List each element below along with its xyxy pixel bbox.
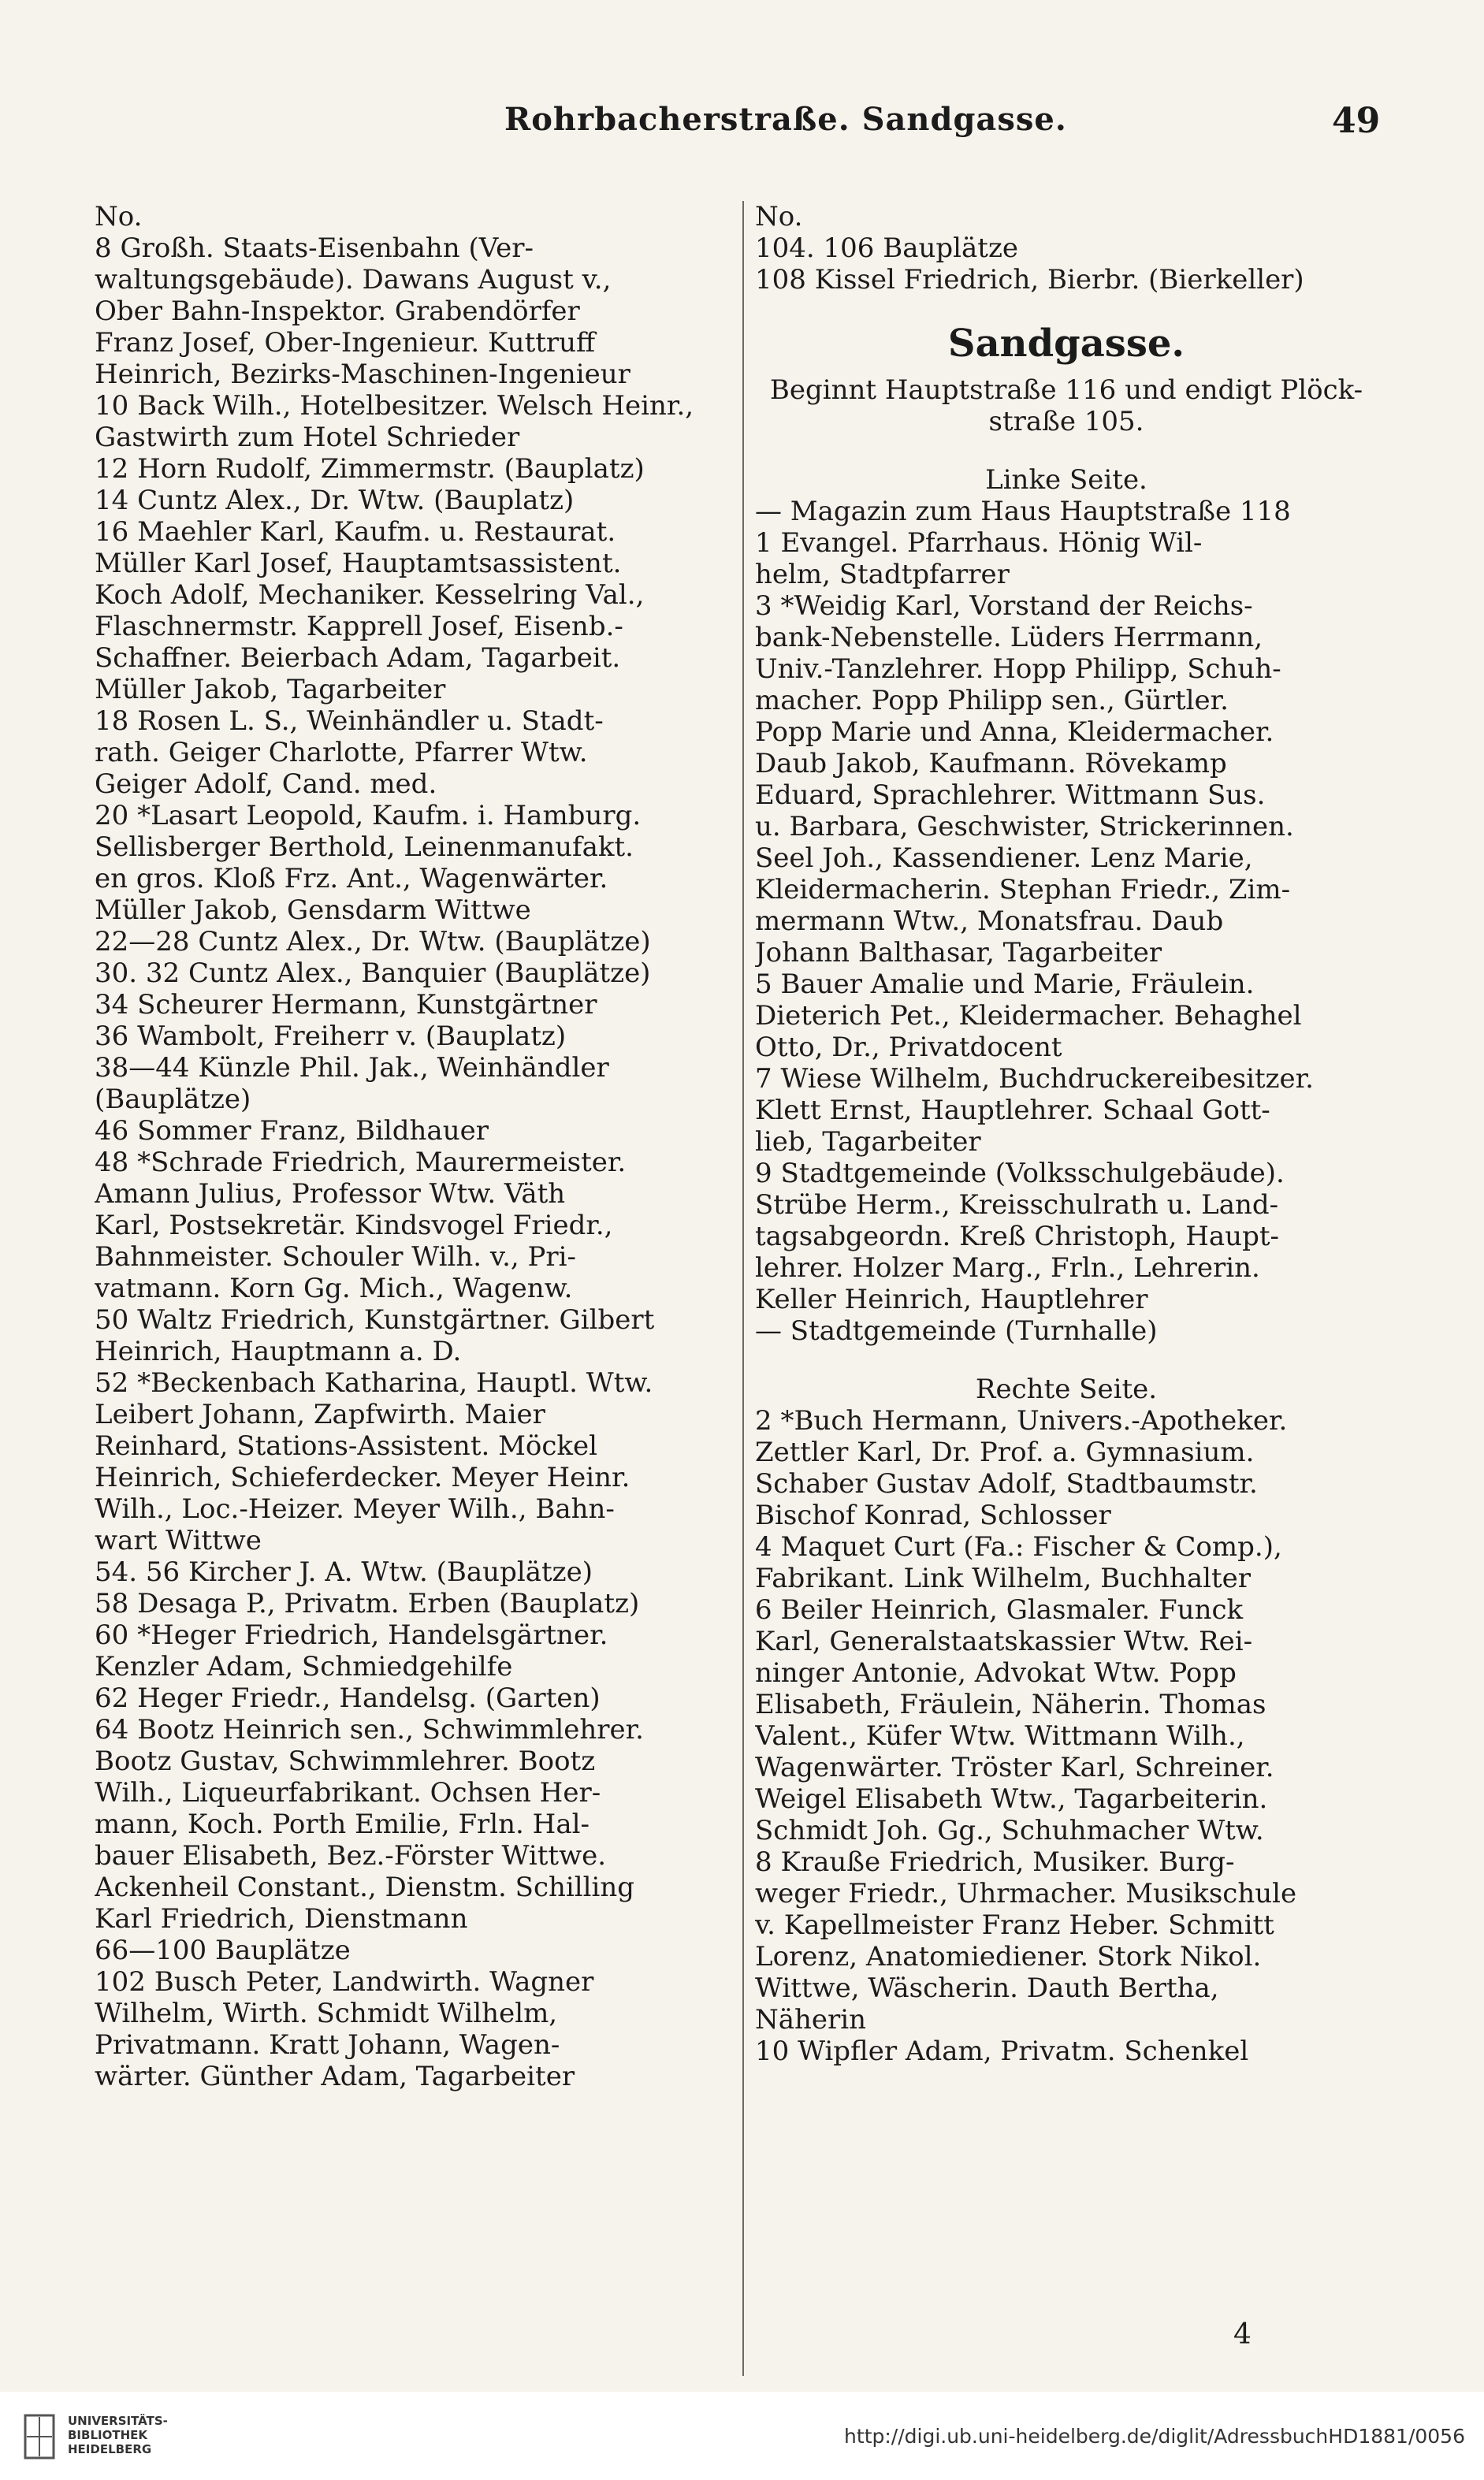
entry-line: Müller Jakob, Gensdarm Wittwe [95,894,531,926]
page-number: 49 [1332,101,1381,141]
entry-line: 7 Wiese Wilhelm, Buchdruckereibesitzer. [755,1063,1314,1095]
entry-line: straße 105. [988,406,1144,437]
entry-line: 30. 32 Cuntz Alex., Banquier (Bauplätze) [95,957,651,989]
entry-line: 16 Maehler Karl, Kaufm. u. Restaurat. [95,516,616,548]
page-header [0,101,1484,156]
entry-line: lieb, Tagarbeiter [755,1126,981,1158]
entry-line: — Magazin zum Haus Hauptstraße 118 [755,496,1291,527]
entry-line: Leibert Johann, Zapfwirth. Maier [95,1399,545,1430]
entry-line: Weigel Elisabeth Wtw., Tagarbeiterin. [755,1783,1268,1815]
entry-line: Fabrikant. Link Wilhelm, Buchhalter [755,1563,1251,1594]
right-column [755,201,1378,2067]
entry-line: helm, Stadtpfarrer [755,559,1010,590]
entry-line: — Stadtgemeinde (Turnhalle) [755,1315,1158,1347]
entry-line: Kleidermacherin. Stephan Friedr., Zim- [755,874,1291,905]
entry-line: Keller Heinrich, Hauptlehrer [755,1284,1148,1315]
entry-line: Geiger Adolf, Cand. med. [95,768,437,800]
section-intro [755,374,1378,437]
left-side-entries [755,496,1378,1347]
entry-line: Wilh., Loc.-Heizer. Meyer Wilh., Bahn- [95,1493,615,1525]
entry-line: Sellisberger Berthold, Leinenmanufakt. [95,831,634,863]
entry-line: Bootz Gustav, Schwimmlehrer. Bootz [95,1746,596,1777]
entry-line: 104. 106 Bauplätze [755,232,1018,264]
entry-line: Seel Joh., Kassendiener. Lenz Marie, [755,842,1253,874]
entry-line: 6 Beiler Heinrich, Glasmaler. Funck [755,1594,1244,1626]
right-side-entries [755,1405,1378,2067]
entry-line: Wilhelm, Wirth. Schmidt Wilhelm, [95,1998,558,2029]
entry-line: rath. Geiger Charlotte, Pfarrer Wtw. [95,737,588,768]
entry-line: Müller Karl Josef, Hauptamtsassistent. [95,548,622,579]
entry-line: Karl, Postsekretär. Kindsvogel Friedr., [95,1210,613,1241]
entry-line: 58 Desaga P., Privatm. Erben (Bauplatz) [95,1588,640,1619]
entry-line: 66—100 Bauplätze [95,1935,351,1966]
entry-line: 8 Krauße Friedrich, Musiker. Burg- [755,1846,1235,1878]
entry-line: Ober Bahn-Inspektor. Grabendörfer [95,296,580,327]
entry-line: waltungsgebäude). Dawans August v., [95,264,612,296]
entry-line: Heinrich, Schieferdecker. Meyer Heinr. [95,1462,630,1493]
entry-line: 2 *Buch Hermann, Univers.-Apotheker. [755,1405,1288,1437]
footer-bar [0,2392,1484,2480]
entry-line: wart Wittwe [95,1525,262,1556]
entry-line: 18 Rosen L. S., Weinhändler u. Stadt- [95,705,604,737]
entry-line: Bischof Konrad, Schlosser [755,1500,1111,1531]
entry-line: 62 Heger Friedr., Handelsg. (Garten) [95,1682,601,1714]
entry-line: 54. 56 Kircher J. A. Wtw. (Bauplätze) [95,1556,593,1588]
entry-line: Ackenheil Constant., Dienstm. Schilling [95,1872,635,1903]
entry-line: Schaffner. Beierbach Adam, Tagarbeit. [95,642,621,674]
entry-line: Gastwirth zum Hotel Schrieder [95,422,520,453]
entry-line: No. [755,201,803,232]
library-name-line: HEIDELBERG [68,2442,152,2456]
entry-line: wärter. Günther Adam, Tagarbeiter [95,2061,575,2092]
right-side-heading: Rechte Seite. [975,1374,1158,1405]
entry-line: 64 Bootz Heinrich sen., Schwimmlehrer. [95,1714,644,1746]
entry-line: Lorenz, Anatomiediener. Stork Nikol. [755,1941,1262,1972]
entry-line: Privatmann. Kratt Johann, Wagen- [95,2029,560,2061]
entry-line: 52 *Beckenbach Katharina, Hauptl. Wtw. [95,1367,653,1399]
entry-line: 108 Kissel Friedrich, Bierbr. (Bierkeller) [755,264,1304,296]
entry-line: Strübe Herm., Kreisschulrath u. Land- [755,1189,1279,1221]
entry-line: Univ.-Tanzlehrer. Hopp Philipp, Schuh- [755,653,1281,685]
entry-line: 1 Evangel. Pfarrhaus. Hönig Wil- [755,527,1203,559]
library-name [68,2414,168,2456]
entry-line: Johann Balthasar, Tagarbeiter [755,937,1162,969]
entry-line: lehrer. Holzer Marg., Frln., Lehrerin. [755,1252,1260,1284]
entry-line: tagsabgeordn. Kreß Christoph, Haupt- [755,1221,1279,1252]
signature-mark: 4 [1233,2318,1252,2351]
library-logo-icon [24,2414,55,2460]
entry-line: 60 *Heger Friedrich, Handelsgärtner. [95,1619,608,1651]
section-title: Sandgasse. [947,322,1185,366]
running-title: Rohrbacherstraße. Sandgasse. [504,101,1067,138]
entry-line: (Bauplätze) [95,1084,251,1115]
entry-line: No. [95,201,143,232]
entry-line: Heinrich, Bezirks-Maschinen-Ingenieur [95,359,630,390]
entry-line: 10 Back Wilh., Hotelbesitzer. Welsch Heinr., [95,390,694,422]
source-url-link[interactable]: http://digi.ub.uni-heidelberg.de/diglit/AdressbuchHD1881/0056 [844,2425,1465,2448]
entry-line: 46 Sommer Franz, Bildhauer [95,1115,489,1147]
entry-line: 4 Maquet Curt (Fa.: Fischer & Comp.), [755,1531,1282,1563]
entry-line: 38—44 Künzle Phil. Jak., Weinhändler [95,1052,609,1084]
entry-line: 34 Scheurer Hermann, Kunstgärtner [95,989,597,1021]
entry-line: 10 Wipfler Adam, Privatm. Schenkel [755,2036,1249,2067]
entry-line: Wagenwärter. Tröster Karl, Schreiner. [755,1752,1274,1783]
entry-line: Schaber Gustav Adolf, Stadtbaumstr. [755,1468,1258,1500]
column-divider [742,201,744,2376]
entry-line: Valent., Küfer Wtw. Wittmann Wilh., [755,1720,1245,1752]
library-name-line: UNIVERSITÄTS- [68,2414,168,2428]
entry-line: Karl Friedrich, Dienstmann [95,1903,468,1935]
entry-line: weger Friedr., Uhrmacher. Musikschule [755,1878,1297,1909]
entry-line: Koch Adolf, Mechaniker. Kesselring Val., [95,579,645,611]
left-side-heading: Linke Seite. [985,464,1147,496]
entry-line: Wittwe, Wäscherin. Dauth Bertha, [755,1972,1219,2004]
entry-line: Klett Ernst, Hauptlehrer. Schaal Gott- [755,1095,1270,1126]
entry-line: Flaschnermstr. Kapprell Josef, Eisenb.- [95,611,623,642]
entry-line: Müller Jakob, Tagarbeiter [95,674,446,705]
entry-line: bauer Elisabeth, Bez.-Förster Wittwe. [95,1840,607,1872]
entry-line: 50 Waltz Friedrich, Kunstgärtner. Gilbert [95,1304,655,1336]
entry-line: 8 Großh. Staats-Eisenbahn (Ver- [95,232,534,264]
entry-line: Zettler Karl, Dr. Prof. a. Gymnasium. [755,1437,1255,1468]
left-column [95,201,737,2092]
entry-line: ninger Antonie, Advokat Wtw. Popp [755,1657,1237,1689]
entry-line: Bahnmeister. Schouler Wilh. v., Pri- [95,1241,577,1273]
right-top-entries [755,201,1378,296]
entry-line: 48 *Schrade Friedrich, Maurermeister. [95,1147,627,1178]
entry-line: u. Barbara, Geschwister, Strickerinnen. [755,811,1294,842]
entry-line: Schmidt Joh. Gg., Schuhmacher Wtw. [755,1815,1264,1846]
entry-line: Karl, Generalstaatskassier Wtw. Rei- [755,1626,1253,1657]
entry-line: Wilh., Liqueurfabrikant. Ochsen Her- [95,1777,601,1809]
entry-line: 3 *Weidig Karl, Vorstand der Reichs- [755,590,1253,622]
entry-line: 36 Wambolt, Freiherr v. (Bauplatz) [95,1021,567,1052]
entry-line: Beginnt Hauptstraße 116 und endigt Plöck- [769,374,1363,406]
entry-line: Popp Marie und Anna, Kleidermacher. [755,716,1274,748]
entry-line: Eduard, Sprachlehrer. Wittmann Sus. [755,779,1266,811]
entry-line: 22—28 Cuntz Alex., Dr. Wtw. (Bauplätze) [95,926,651,957]
entry-line: 12 Horn Rudolf, Zimmermstr. (Bauplatz) [95,453,645,485]
entry-line: mermann Wtw., Monatsfrau. Daub [755,905,1224,937]
entry-line: bank-Nebenstelle. Lüders Herrmann, [755,622,1263,653]
entry-line: vatmann. Korn Gg. Mich., Wagenw. [95,1273,573,1304]
library-name-line: BIBLIOTHEK [68,2428,147,2442]
entry-line: Kenzler Adam, Schmiedgehilfe [95,1651,513,1682]
entry-line: 5 Bauer Amalie und Marie, Fräulein. [755,969,1255,1000]
entry-line: macher. Popp Philipp sen., Gürtler. [755,685,1229,716]
entry-line: 20 *Lasart Leopold, Kaufm. i. Hamburg. [95,800,642,831]
entry-line: 14 Cuntz Alex., Dr. Wtw. (Bauplatz) [95,485,575,516]
entry-line: 102 Busch Peter, Landwirth. Wagner [95,1966,594,1998]
entry-line: Daub Jakob, Kaufmann. Rövekamp [755,748,1227,779]
entry-line: v. Kapellmeister Franz Heber. Schmitt [755,1909,1274,1941]
entry-line: Reinhard, Stations-Assistent. Möckel [95,1430,598,1462]
entry-line: en gros. Kloß Frz. Ant., Wagenwärter. [95,863,608,894]
entry-line: Heinrich, Hauptmann a. D. [95,1336,462,1367]
entry-line: Franz Josef, Ober-Ingenieur. Kuttruff [95,327,596,359]
entry-line: Näherin [755,2004,867,2036]
entry-line: Dieterich Pet., Kleidermacher. Behaghel [755,1000,1302,1032]
entry-line: Amann Julius, Professor Wtw. Väth [95,1178,566,1210]
entry-line: 9 Stadtgemeinde (Volksschulgebäude). [755,1158,1285,1189]
entry-line: mann, Koch. Porth Emilie, Frln. Hal- [95,1809,590,1840]
entry-line: Otto, Dr., Privatdocent [755,1032,1062,1063]
entry-line: Elisabeth, Fräulein, Näherin. Thomas [755,1689,1266,1720]
